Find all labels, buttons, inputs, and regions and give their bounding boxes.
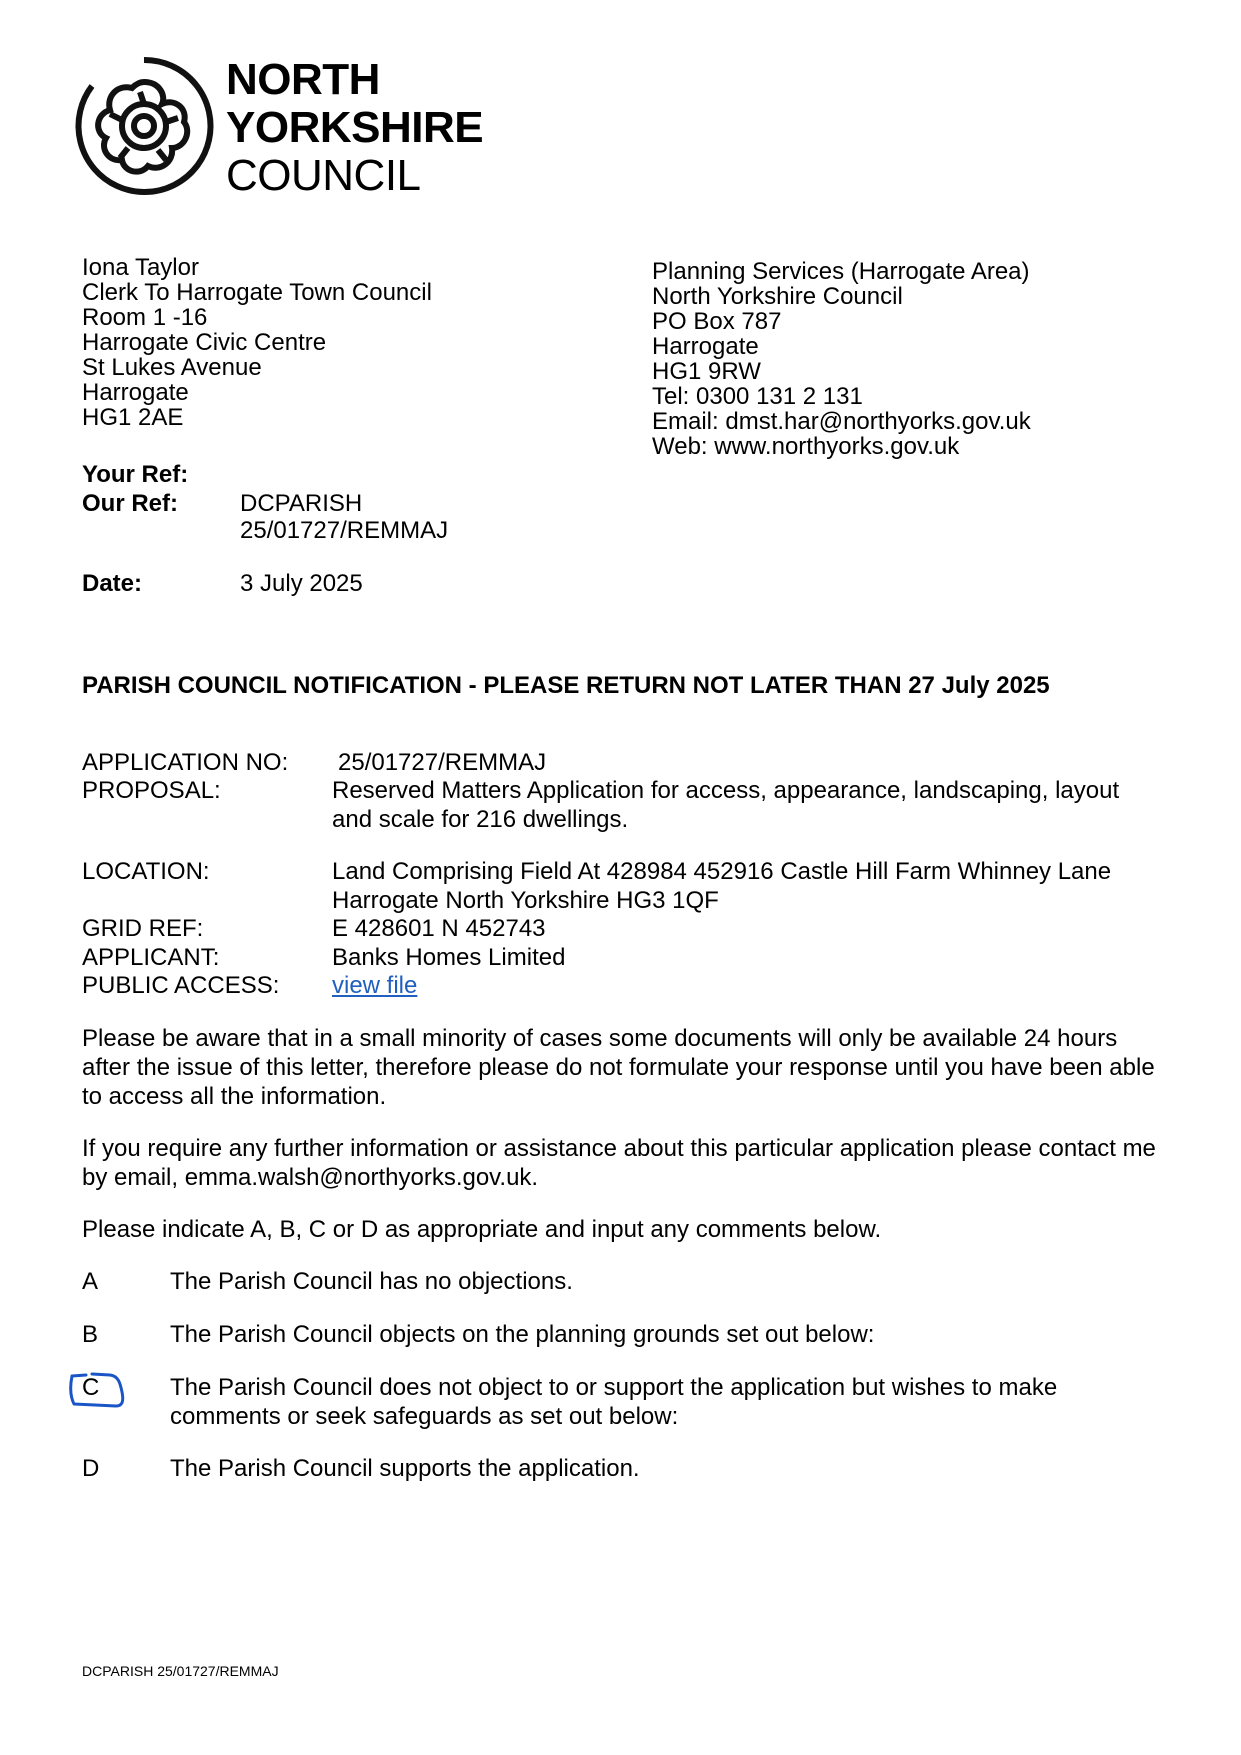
council-logo-wordmark: [226, 56, 483, 200]
sender-line: Planning Services (Harrogate Area): [652, 258, 1030, 285]
option-a-letter: A: [82, 1268, 99, 1295]
application-no-value: 25/01727/REMMAJ: [338, 749, 547, 776]
your-ref-label: Your Ref:: [82, 461, 189, 488]
our-ref-value-line2: 25/01727/REMMAJ: [240, 517, 449, 544]
recipient-line: St Lukes Avenue: [82, 354, 262, 381]
sender-line: Email: dmst.har@northyorks.gov.uk: [652, 408, 1031, 435]
grid-ref-value: E 428601 N 452743: [332, 915, 546, 942]
public-access-label: PUBLIC ACCESS:: [82, 972, 280, 999]
our-ref-value-line1: DCPARISH: [240, 490, 363, 517]
applicant-label: APPLICANT:: [82, 944, 220, 971]
sender-line: Web: www.northyorks.gov.uk: [652, 433, 960, 460]
recipient-line: Harrogate Civic Centre: [82, 329, 327, 356]
handwritten-selection-mark: [66, 1366, 128, 1410]
recipient-line: Harrogate: [82, 379, 189, 406]
availability-paragraph: Please be aware that in a small minority of cases some documents will only be available 24 hours after the issue of this letter, therefore please do not formulate your response until you have been able to access all the information.: [82, 1025, 1155, 1110]
date-value: 3 July 2025: [240, 570, 363, 597]
location-label: LOCATION:: [82, 858, 210, 885]
recipient-address: [82, 255, 432, 430]
proposal-line1: Reserved Matters Application for access, appearance, landscaping, layout: [332, 777, 1120, 804]
our-ref-label: Our Ref:: [82, 490, 178, 517]
location-line1: Land Comprising Field At 428984 452916 Castle Hill Farm Whinney Lane: [332, 858, 1112, 885]
option-b-text: The Parish Council objects on the planning grounds set out below:: [170, 1321, 875, 1348]
recipient-line: Room 1 -16: [82, 304, 208, 331]
council-rose-emblem: [70, 52, 218, 200]
logo-line-council: COUNCIL: [226, 151, 421, 200]
date-label: Date:: [82, 570, 143, 597]
grid-ref-label: GRID REF:: [82, 915, 204, 942]
sender-line: PO Box 787: [652, 308, 782, 335]
application-no-label: APPLICATION NO:: [82, 749, 289, 776]
proposal-line2: and scale for 216 dwellings.: [332, 806, 629, 833]
recipient-line: Iona Taylor: [82, 254, 199, 281]
option-d-text: The Parish Council supports the application.: [170, 1455, 640, 1482]
view-file-link[interactable]: view file: [332, 972, 418, 999]
instruction-paragraph: Please indicate A, B, C or D as appropriate and input any comments below.: [82, 1216, 882, 1243]
recipient-line: HG1 2AE: [82, 404, 184, 431]
sender-line: Harrogate: [652, 333, 759, 360]
contact-paragraph: If you require any further information or assistance about this particular application please contact me by email, emma.walsh@northyorks.gov.uk.: [82, 1135, 1156, 1191]
notification-heading: PARISH COUNCIL NOTIFICATION - PLEASE RETURN NOT LATER THAN 27 July 2025: [82, 672, 1050, 699]
option-b-letter: B: [82, 1321, 99, 1348]
option-d-letter: D: [82, 1455, 100, 1482]
footer-reference: DCPARISH 25/01727/REMMAJ: [82, 1663, 279, 1679]
proposal-label: PROPOSAL:: [82, 777, 221, 804]
location-line2: Harrogate North Yorkshire HG3 1QF: [332, 887, 719, 914]
applicant-value: Banks Homes Limited: [332, 944, 566, 971]
sender-line: Tel: 0300 131 2 131: [652, 383, 863, 410]
logo-line-yorkshire: YORKSHIRE: [226, 103, 484, 152]
option-c-text: The Parish Council does not object to or support the application but wishes to make comments or seek safeguards as set out below:: [170, 1374, 1058, 1430]
sender-line: North Yorkshire Council: [652, 283, 903, 310]
option-a-text: The Parish Council has no objections.: [170, 1268, 573, 1295]
recipient-line: Clerk To Harrogate Town Council: [82, 279, 432, 306]
sender-address: [652, 259, 1031, 459]
sender-line: HG1 9RW: [652, 358, 761, 385]
logo-line-north: NORTH: [226, 55, 380, 104]
option-c-letter: C: [82, 1374, 100, 1401]
